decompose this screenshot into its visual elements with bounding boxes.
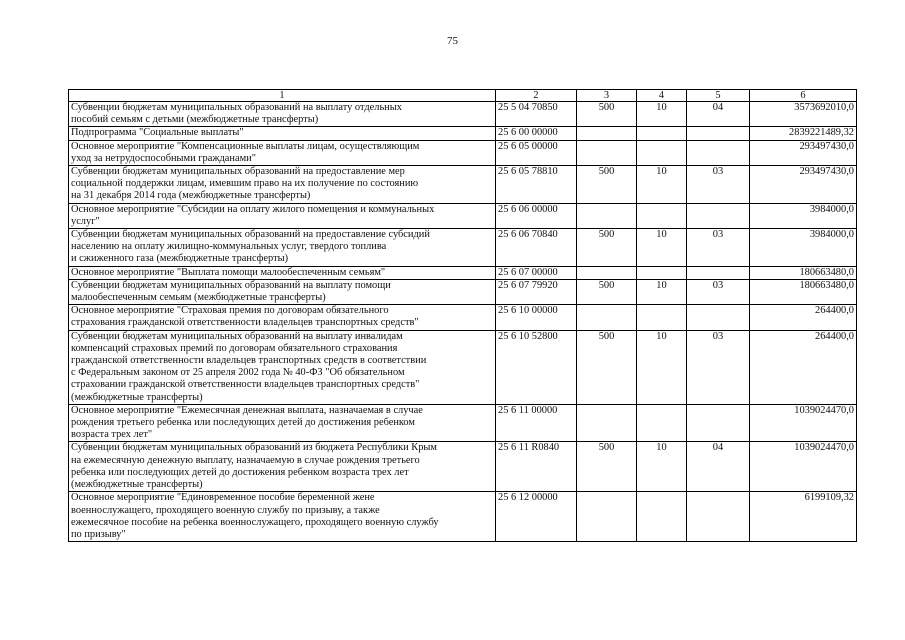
description-line: Основное мероприятие "Компенсационные выплаты лицам, осуществляющим: [71, 140, 420, 152]
row-expense-type: 500: [577, 330, 637, 404]
row-target-code: 25 6 11 00000: [496, 404, 577, 442]
row-section: [637, 203, 687, 228]
row-expense-type: [577, 305, 637, 330]
description-line: по призыву": [71, 528, 126, 540]
row-subsection: 03: [687, 229, 750, 267]
header-col-6: 6: [750, 90, 857, 102]
table-header-row: [69, 90, 857, 102]
description-line: уход за нетрудоспособными гражданами": [71, 152, 256, 164]
row-section: [637, 266, 687, 279]
row-section: [637, 140, 687, 165]
row-expense-type: [577, 266, 637, 279]
row-subsection: [687, 140, 750, 165]
description-line: Субвенции бюджетам муниципальных образований на выплату помощи: [71, 279, 391, 291]
row-target-code: 25 6 07 00000: [496, 266, 577, 279]
description-line: Субвенции бюджетам муниципальных образований на предоставление мер: [71, 166, 405, 178]
row-section: [637, 492, 687, 542]
row-description: [69, 404, 496, 442]
row-section: 10: [637, 330, 687, 404]
row-subsection: 03: [687, 330, 750, 404]
row-expense-type: [577, 203, 637, 228]
table-row: [69, 229, 857, 267]
description-line: малообеспеченным семьям (межбюджетные трансферты): [71, 292, 326, 304]
table-row: [69, 492, 857, 542]
row-amount: 293497430,0: [750, 140, 857, 165]
row-amount: 1039024470,0: [750, 442, 857, 492]
row-amount: 3984000,0: [750, 203, 857, 228]
description-line: Основное мероприятие "Единовременное пособие беременной жене: [71, 492, 375, 504]
row-target-code: 25 6 11 R0840: [496, 442, 577, 492]
row-subsection: [687, 305, 750, 330]
description-line: страхования гражданской ответственности владельцев транспортных средств": [71, 317, 419, 329]
description-line: Субвенции бюджетам муниципальных образований на выплату инвалидам: [71, 330, 403, 342]
table-row: [69, 305, 857, 330]
row-expense-type: [577, 492, 637, 542]
row-description: [69, 305, 496, 330]
row-amount: 1039024470,0: [750, 404, 857, 442]
row-target-code: 25 6 00 00000: [496, 127, 577, 140]
description-line: Подпрограмма "Социальные выплаты": [71, 127, 244, 139]
header-col-2: 2: [496, 90, 577, 102]
header-col-5: 5: [687, 90, 750, 102]
row-target-code: 25 6 10 00000: [496, 305, 577, 330]
row-description: [69, 266, 496, 279]
row-description: [69, 203, 496, 228]
header-col-1: 1: [69, 90, 496, 102]
header-col-4: 4: [637, 90, 687, 102]
row-subsection: [687, 203, 750, 228]
description-line: пособий семьям с детьми (межбюджетные трансферты): [71, 114, 319, 126]
row-target-code: 25 6 06 70840: [496, 229, 577, 267]
row-subsection: 03: [687, 279, 750, 304]
row-amount: 180663480,0: [750, 279, 857, 304]
description-line: услуг": [71, 215, 100, 227]
row-target-code: 25 5 04 70850: [496, 102, 577, 127]
row-section: 10: [637, 229, 687, 267]
description-line: возраста трех лет": [71, 429, 153, 441]
row-description: [69, 166, 496, 204]
row-target-code: 25 6 05 78810: [496, 166, 577, 204]
description-line: и сжиженного газа (межбюджетные трансферты): [71, 253, 289, 265]
row-description: [69, 492, 496, 542]
row-expense-type: 500: [577, 442, 637, 492]
row-expense-type: 500: [577, 102, 637, 127]
description-line: рождения третьего ребенка или последующих детей до достижения ребенком: [71, 417, 416, 429]
row-amount: 3984000,0: [750, 229, 857, 267]
row-description: [69, 279, 496, 304]
row-amount: 264400,0: [750, 330, 857, 404]
row-section: 10: [637, 102, 687, 127]
row-expense-type: 500: [577, 229, 637, 267]
description-line: ребенка или последующих детей до достижения ребенком возраста трех лет: [71, 466, 409, 478]
row-expense-type: [577, 404, 637, 442]
table-row: [69, 330, 857, 404]
description-line: населению на оплату жилищно-коммунальных услуг, твердого топлива: [71, 241, 387, 253]
table-row: [69, 404, 857, 442]
table-row: [69, 203, 857, 228]
row-description: [69, 229, 496, 267]
description-line: Основное мероприятие "Страховая премия по договорам обязательного: [71, 305, 389, 317]
row-description: [69, 127, 496, 140]
description-line: Субвенции бюджетам муниципальных образований на выплату отдельных: [71, 102, 402, 113]
row-amount: 180663480,0: [750, 266, 857, 279]
row-expense-type: [577, 127, 637, 140]
row-section: [637, 404, 687, 442]
row-target-code: 25 6 06 00000: [496, 203, 577, 228]
row-subsection: 04: [687, 102, 750, 127]
table-row: [69, 102, 857, 127]
row-section: 10: [637, 166, 687, 204]
row-amount: 3573692010,0: [750, 102, 857, 127]
row-subsection: [687, 127, 750, 140]
table-row: [69, 442, 857, 492]
row-amount: 293497430,0: [750, 166, 857, 204]
page-number: 75: [447, 35, 458, 47]
description-line: Основное мероприятие "Выплата помощи малообеспеченным семьям": [71, 266, 386, 278]
description-line: на 31 декабря 2014 года (межбюджетные трансферты): [71, 190, 311, 202]
description-line: гражданской ответственности владельцев транспортных средств в соответствии: [71, 355, 427, 367]
description-line: ежемесячное пособие на ребенка военнослужащего, проходящего военную службу: [71, 516, 439, 528]
table-row: [69, 127, 857, 140]
header-col-3: 3: [577, 90, 637, 102]
row-description: [69, 442, 496, 492]
row-amount: 6199109,32: [750, 492, 857, 542]
budget-table: [68, 89, 857, 542]
row-subsection: [687, 404, 750, 442]
row-section: [637, 127, 687, 140]
row-target-code: 25 6 12 00000: [496, 492, 577, 542]
description-line: Основное мероприятие "Ежемесячная денежная выплата, назначаемая в случае: [71, 404, 423, 416]
table-row: [69, 266, 857, 279]
row-expense-type: 500: [577, 166, 637, 204]
description-line: (межбюджетные трансферты): [71, 479, 203, 491]
row-section: 10: [637, 279, 687, 304]
row-subsection: 04: [687, 442, 750, 492]
row-amount: 264400,0: [750, 305, 857, 330]
row-expense-type: [577, 140, 637, 165]
description-line: (межбюджетные трансферты): [71, 391, 203, 403]
table-row: [69, 279, 857, 304]
row-description: [69, 102, 496, 127]
row-target-code: 25 6 10 52800: [496, 330, 577, 404]
row-expense-type: 500: [577, 279, 637, 304]
description-line: на ежемесячную денежную выплату, назначаемую в случае рождения третьего: [71, 454, 420, 466]
row-amount: 2839221489,32: [750, 127, 857, 140]
row-description: [69, 330, 496, 404]
row-target-code: 25 6 07 79920: [496, 279, 577, 304]
description-line: военнослужащего, проходящего военную службу по призыву, а также: [71, 504, 380, 516]
row-section: 10: [637, 442, 687, 492]
description-line: Субвенции бюджетам муниципальных образований на предоставление субсидий: [71, 229, 430, 241]
description-line: компенсаций страховых премий по договорам обязательного страхования: [71, 342, 398, 354]
description-line: Основное мероприятие "Субсидии на оплату жилого помещения и коммунальных: [71, 203, 435, 215]
row-description: [69, 140, 496, 165]
description-line: социальной поддержки лицам, имевшим право на их получение по состоянию: [71, 178, 419, 190]
table-row: [69, 166, 857, 204]
row-section: [637, 305, 687, 330]
row-subsection: [687, 266, 750, 279]
description-line: Субвенции бюджетам муниципальных образований из бюджета Республики Крым: [71, 442, 437, 454]
row-subsection: [687, 492, 750, 542]
table-row: [69, 140, 857, 165]
row-subsection: 03: [687, 166, 750, 204]
row-target-code: 25 6 05 00000: [496, 140, 577, 165]
description-line: с Федеральным законом от 25 апреля 2002 года № 40-ФЗ "Об обязательном: [71, 367, 405, 379]
description-line: страховании гражданской ответственности владельцев транспортных средств": [71, 379, 420, 391]
